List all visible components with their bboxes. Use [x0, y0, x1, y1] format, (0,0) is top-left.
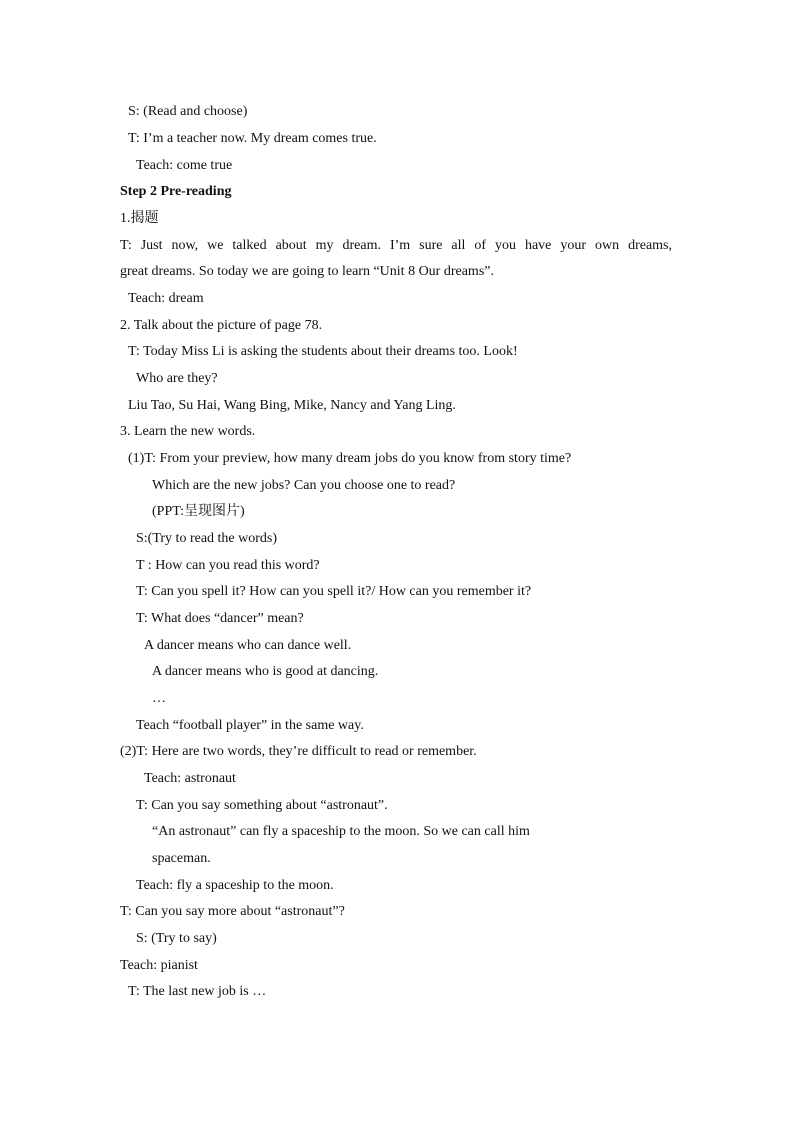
section-heading: Step 2 Pre-reading — [120, 184, 232, 199]
text-line: T: I’m a teacher now. My dream comes true. — [128, 131, 377, 146]
text-line: T: Can you say something about “astronaut”. — [136, 798, 388, 813]
text-line: T: What does “dancer” mean? — [136, 611, 304, 626]
text-line: S: (Read and choose) — [128, 104, 248, 119]
text-line: T: Can you spell it? How can you spell it?/ How can you remember it? — [136, 584, 532, 599]
text-line: S: (Try to say) — [136, 931, 217, 946]
subsection-heading: 2. Talk about the picture of page 78. — [120, 318, 323, 333]
text-line: A dancer means who can dance well. — [144, 638, 352, 653]
text-line: Teach “football player” in the same way. — [136, 718, 364, 733]
text-line: great dreams. So today we are going to learn “Unit 8 Our dreams”. — [120, 264, 494, 279]
text-line: Teach: come true — [136, 158, 233, 173]
subsection-heading: 3. Learn the new words. — [120, 424, 256, 439]
text-line: Teach: pianist — [120, 958, 198, 973]
text-line: spaceman. — [152, 851, 211, 866]
text-line: “An astronaut” can fly a spaceship to the moon. So we can call him — [152, 824, 530, 839]
text-line: … — [152, 691, 166, 706]
text-line: T: The last new job is … — [128, 984, 267, 999]
text-line: T: Today Miss Li is asking the students about their dreams too. Look! — [128, 344, 518, 359]
text-line: Liu Tao, Su Hai, Wang Bing, Mike, Nancy and Yang Ling. — [128, 398, 456, 413]
text-line: T: Can you say more about “astronaut”? — [120, 904, 345, 919]
text-line: (2)T: Here are two words, they’re difficult to read or remember. — [120, 744, 477, 759]
text-line: (PPT:呈现图片) — [152, 504, 245, 519]
text-line: Teach: fly a spaceship to the moon. — [136, 878, 334, 893]
subsection-heading: 1.揭题 — [120, 211, 159, 226]
text-line: Who are they? — [136, 371, 218, 386]
text-line: S:(Try to read the words) — [136, 531, 278, 546]
text-line: T : How can you read this word? — [136, 558, 320, 573]
text-line: Which are the new jobs? Can you choose one to read? — [152, 478, 456, 493]
text-line: (1)T: From your preview, how many dream jobs do you know from story time? — [128, 451, 572, 466]
text-line: A dancer means who is good at dancing. — [152, 664, 379, 679]
text-line: T: Just now, we talked about my dream. I’m sure all of you have your own dreams, — [120, 238, 672, 253]
text-line: Teach: dream — [128, 291, 204, 306]
text-line: Teach: astronaut — [144, 771, 236, 786]
